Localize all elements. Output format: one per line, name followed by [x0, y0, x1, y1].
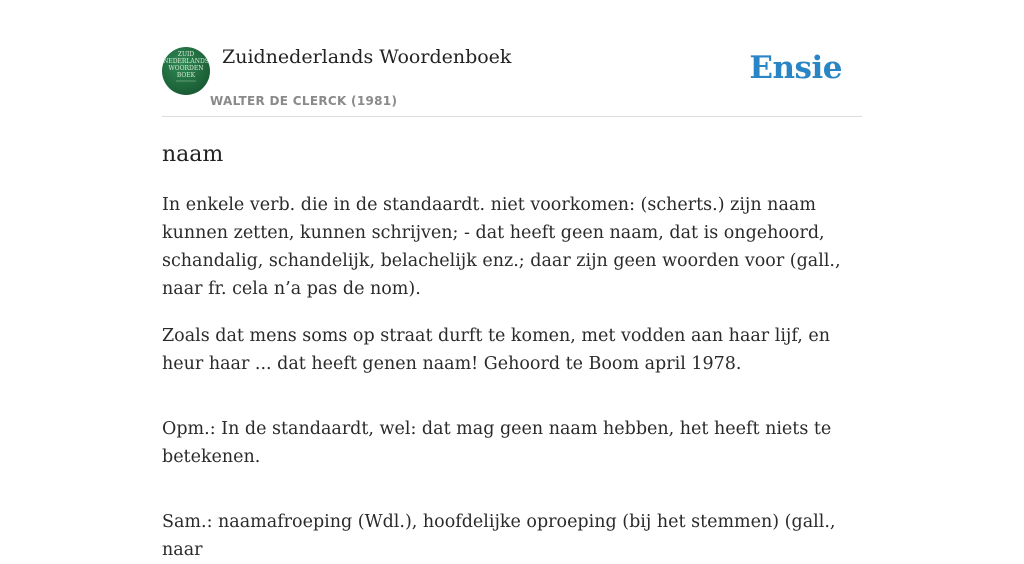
logo-line-4: BOEK [176, 72, 196, 79]
logo-line-1: ZUID [177, 51, 195, 58]
book-cover-logo-icon[interactable] [162, 47, 210, 95]
dictionary-title[interactable]: Zuidnederlands Woordenboek [222, 46, 512, 68]
remark-paragraph: Opm.: In de standaardt, wel: dat mag geen naam hebben, het heeft niets te betekenen. [162, 419, 832, 467]
definition-paragraph: In enkele verb. die in de standaardt. niet voorkomen: (scherts.) zijn naam kunnen zetten, kunnen schrijven; - dat heeft geen naam, dat is ongehoord, schandalig, schandelijk, belachelijk enz.; daar zijn geen woorden voor (gall., naar fr. cela n’a pas de nom). [162, 195, 841, 299]
entry-headword: naam [162, 142, 224, 167]
ensie-logo-link[interactable]: Ensie [749, 50, 842, 86]
logo-line-2: NEDERLANDS [163, 58, 209, 65]
logo-line-3: WOORDEN [168, 65, 204, 72]
entry-definition [162, 191, 862, 564]
dictionary-author: WALTER DE CLERCK (1981) [210, 94, 398, 108]
example-paragraph: Zoals dat mens soms op straat durft te komen, met vodden aan haar lijf, en heur haar ... dat heeft genen naam! Gehoord te Boom april 1978. [162, 326, 830, 374]
page [162, 0, 862, 564]
compounds-paragraph: Sam.: naamafroeping (Wdl.), hoofdelijke oproeping (bij het stemmen) (gall., naar [162, 512, 836, 560]
dictionary-header [162, 0, 862, 117]
